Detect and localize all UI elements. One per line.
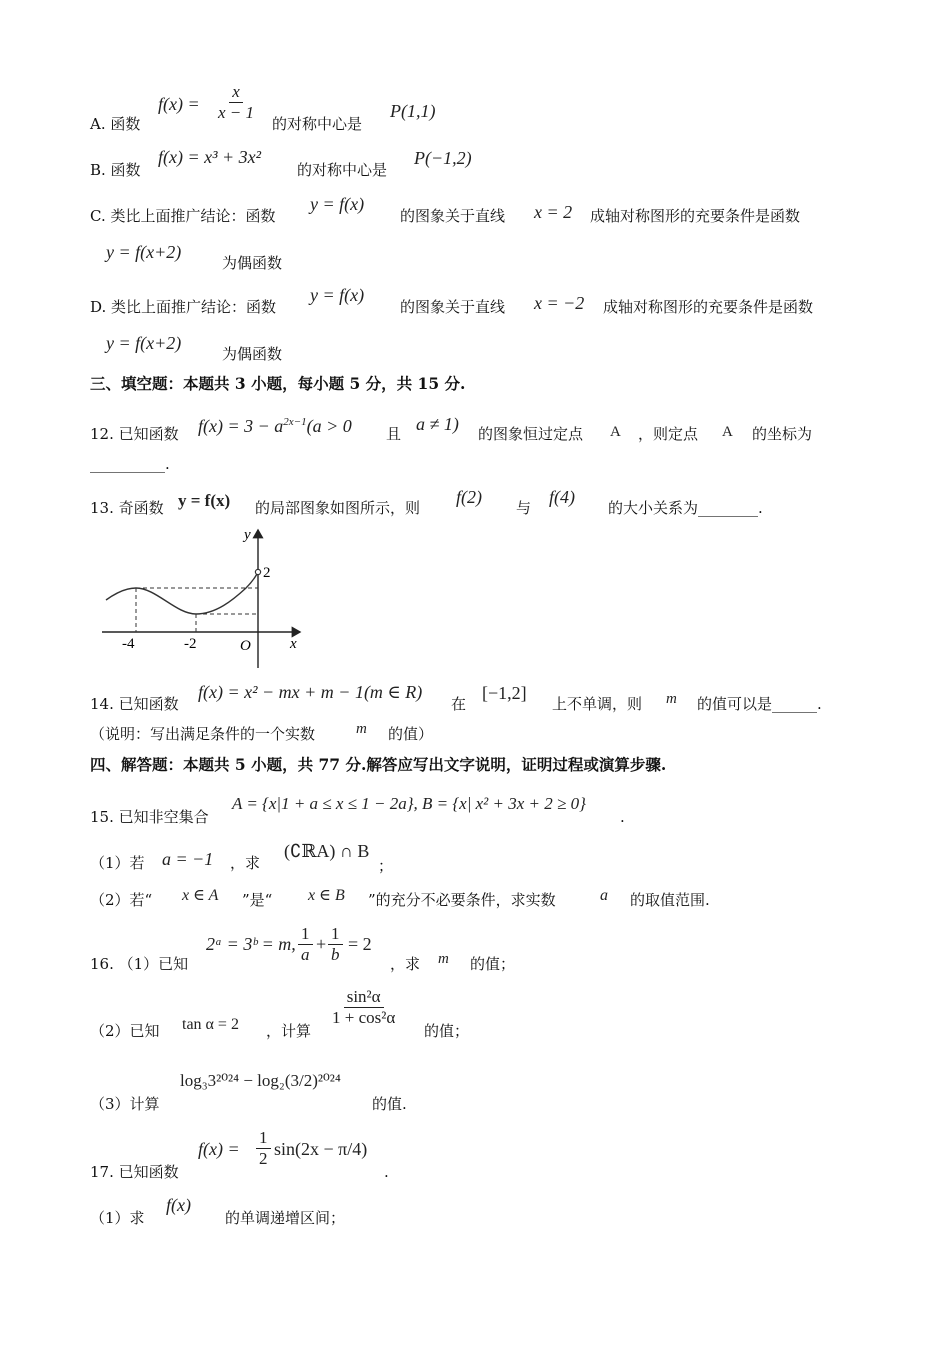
option-a-math: f(x) = (158, 94, 200, 114)
q14-note-end: 的值） (388, 725, 434, 743)
section-3-heading: 三、填空题：本题共 3 小题，每小题 5 分，共 15 分. (90, 374, 466, 393)
q14-label: 14. 已知函数 (90, 695, 179, 713)
q15-dot: . (620, 808, 625, 826)
q16-part2-fraction (332, 987, 395, 1028)
q15-part1-mid: ，求 (230, 854, 261, 872)
q15-part1-math2: (∁ℝA) ∩ B (284, 841, 370, 861)
q15-part2-mid2: ”的充分不必要条件，求实数 (368, 891, 556, 909)
q12-mid: 的图象恒过定点 (478, 425, 584, 443)
open-point (255, 569, 260, 574)
option-d-end: 为偶函数 (222, 345, 283, 363)
q16-part2-mid: ，计算 (266, 1022, 312, 1040)
curve (106, 572, 258, 614)
option-a-point: P(1,1) (390, 101, 436, 121)
option-a-label: A. 函数 (90, 115, 141, 133)
fraction-numerator: x (229, 82, 243, 103)
q15-sets: A = {x|1 + a ≤ x ≤ 1 − 2a}, B = {x| x² + 3x + 2 ≥ 0} (232, 794, 586, 813)
origin-label: O (240, 638, 251, 654)
fraction-denominator: x − 1 (218, 103, 255, 122)
option-d-mid1: 的图象关于直线 (400, 298, 506, 316)
q12-and: 且 (386, 425, 402, 443)
q12-point-a: A (610, 424, 621, 440)
q14-m: m (666, 691, 677, 707)
q17-math2: sin(2x − π/4) (274, 1139, 368, 1159)
option-d-math2: x = −2 (534, 293, 585, 313)
q16-label: 16. （1）已知 (90, 955, 189, 973)
q14-in: 在 (451, 695, 467, 713)
option-a-mid: 的对称中心是 (272, 115, 363, 133)
q15-part1-end: ； (378, 857, 394, 875)
option-c-math2: x = 2 (534, 202, 573, 222)
option-d-math1: y = f(x) (310, 285, 365, 305)
q13-math1: y = f(x) (178, 491, 231, 510)
fraction-numerator: sin²α (344, 987, 384, 1008)
q12-math2: a ≠ 1) (416, 414, 459, 434)
y-axis-label: y (244, 527, 251, 543)
q15-part2-mid: ”是“ (242, 891, 273, 909)
option-c-label: C. 类比上面推广结论：函数 (90, 207, 276, 225)
q13-mid: 的局部图象如图所示，则 (255, 499, 421, 517)
section-4-heading: 四、解答题：本题共 5 小题，共 77 分.解答应写出文字说明，证明过程或演算步骤. (90, 755, 667, 774)
q16-part3-end: 的值. (372, 1095, 407, 1113)
q14-interval: [−1,2] (482, 683, 527, 703)
fraction-numerator: 1 (298, 924, 313, 945)
option-a-fraction (218, 82, 254, 123)
option-b-math: f(x) = x³ + 3x² (158, 147, 262, 167)
q16-plus: + (316, 934, 327, 954)
function-graph (98, 522, 318, 672)
q14-end: 的值可以是______. (697, 695, 822, 713)
q13-math2: f(2) (456, 487, 482, 507)
q16-part2: （2）已知 (90, 1022, 160, 1040)
tick-neg2: -2 (184, 636, 197, 652)
fraction-denominator: b (331, 945, 340, 964)
q14-note: （说明：写出满足条件的一个实数 (90, 725, 316, 743)
option-b-point: P(−1,2) (414, 148, 472, 168)
option-c-mid2: 成轴对称图形的充要条件是函数 (590, 207, 801, 225)
option-d-math3: y = f(x+2) (106, 333, 182, 353)
q13-end: 的大小关系为________. (608, 499, 763, 517)
q14-math1: f(x) = x² − mx + m − 1(m ∈ R) (198, 682, 423, 702)
option-d-label: D. 类比上面推广结论：函数 (90, 298, 277, 316)
q16-end: 的值； (470, 955, 516, 973)
q13-with: 与 (516, 499, 532, 517)
q17-label: 17. 已知函数 (90, 1163, 179, 1181)
q16-part3-math: log₃3²⁰²⁴ − log₂(3/2)²⁰²⁴ (180, 1071, 341, 1090)
q16-math: 2ᵃ = 3ᵇ = m, (206, 934, 296, 954)
tick-neg4: -4 (122, 636, 135, 652)
q15-label: 15. 已知非空集合 (90, 808, 209, 826)
q16-part3: （3）计算 (90, 1095, 160, 1113)
q16-part2-end: 的值； (424, 1022, 470, 1040)
option-b-mid: 的对称中心是 (297, 161, 388, 179)
option-b-label: B. 函数 (90, 161, 141, 179)
option-d-mid2: 成轴对称图形的充要条件是函数 (603, 298, 814, 316)
q16-frac2 (328, 924, 343, 965)
fraction-numerator: 1 (328, 924, 343, 945)
q13-label: 13. 奇函数 (90, 499, 164, 517)
q15-part2-xb: x ∈ B (308, 887, 345, 904)
q16-frac1 (298, 924, 313, 965)
q17-part1-end: 的单调递增区间； (225, 1209, 346, 1227)
q17-fraction (256, 1128, 271, 1169)
q12-point-a2: A (722, 424, 733, 440)
fraction-numerator: 1 (256, 1128, 271, 1149)
q15-part2-a: a (600, 887, 608, 904)
q14-note-m: m (356, 721, 367, 737)
q12-blank: __________. (90, 455, 170, 473)
fraction-denominator: a (301, 945, 310, 964)
option-c-math1: y = f(x) (310, 194, 365, 214)
q12-end: 的坐标为 (752, 425, 813, 443)
q15-part2-xa: x ∈ A (182, 887, 219, 904)
q17-part1-math: f(x) (166, 1195, 191, 1215)
q17-math: f(x) = (198, 1139, 240, 1159)
q12-label: 12. 已知函数 (90, 425, 179, 443)
q15-part2-end: 的取值范围. (630, 891, 710, 909)
q16-mid: ，求 (390, 955, 421, 973)
q17-part1: （1）求 (90, 1209, 145, 1227)
option-c-mid1: 的图象关于直线 (400, 207, 506, 225)
tick-2: 2 (263, 565, 271, 581)
x-axis-label: x (290, 636, 297, 652)
q16-eq: = 2 (348, 934, 372, 954)
option-c-end: 为偶函数 (222, 254, 283, 272)
q12-mid2: ，则定点 (638, 425, 699, 443)
option-c-math3: y = f(x+2) (106, 242, 182, 262)
fraction-denominator: 2 (259, 1149, 268, 1168)
q17-dot: . (384, 1163, 389, 1181)
q12-math1: $f(x) = 3 - a^{2x-1}(a > 0$ (198, 416, 352, 436)
q15-part1: （1）若 (90, 854, 145, 872)
q15-part2: （2）若“ (90, 891, 153, 909)
q13-math3: f(4) (549, 487, 575, 507)
q16-part2-math: tan α = 2 (182, 1016, 239, 1033)
q14-mid: 上不单调，则 (552, 695, 643, 713)
q15-part1-math: a = −1 (162, 849, 214, 869)
q16-m: m (438, 951, 449, 967)
fraction-denominator: 1 + cos²α (332, 1008, 396, 1027)
